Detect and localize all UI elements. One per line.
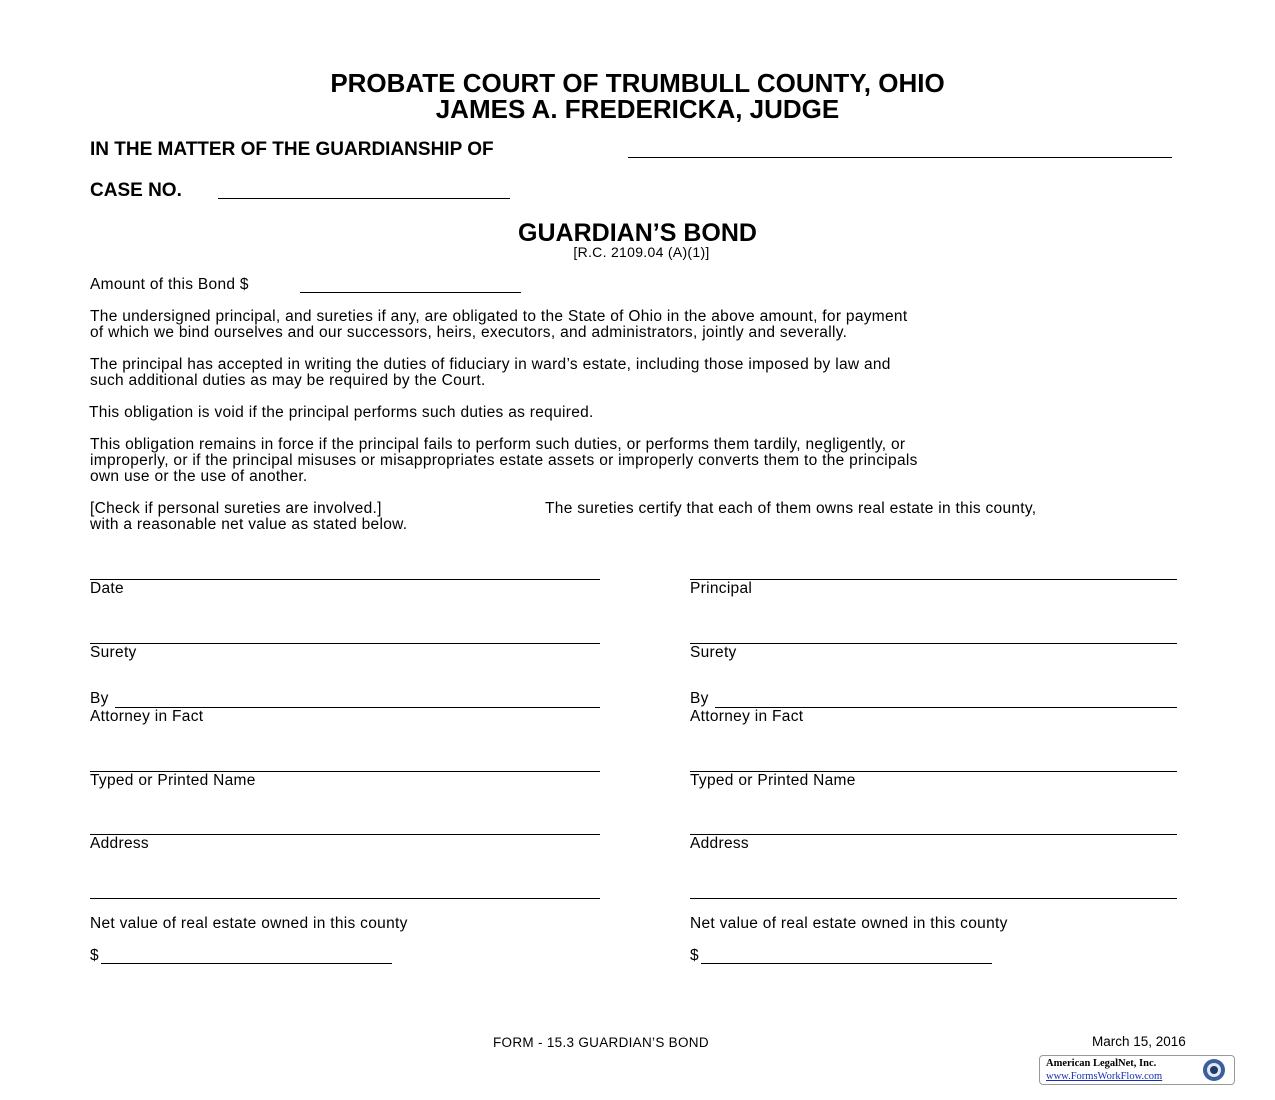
paragraph: The sureties certify that each of them owns real estate in this county,	[545, 500, 1037, 517]
case-number-line[interactable]	[218, 198, 510, 199]
address-line-2[interactable]	[90, 898, 600, 899]
principal-label: Principal	[690, 580, 753, 597]
typed-name-label: Typed or Printed Name	[690, 772, 856, 789]
address-line-2[interactable]	[690, 898, 1177, 899]
paragraph: This obligation remains in force if the principal fails to perform such duties, or performs them tardily, negligently, or	[90, 436, 906, 453]
surety-label: Surety	[90, 644, 137, 661]
logo-url[interactable]: www.FormsWorkFlow.com	[1046, 1071, 1163, 1082]
paragraph: with a reasonable net value as stated below.	[90, 516, 408, 533]
address-label: Address	[90, 835, 149, 852]
by-label: By	[90, 690, 109, 707]
attorney-label: Attorney in Fact	[690, 708, 804, 725]
form-date: March 15, 2016	[1092, 1034, 1186, 1049]
typed-name-label: Typed or Printed Name	[90, 772, 256, 789]
amount-label: Amount of this Bond $	[90, 276, 249, 293]
address-line[interactable]	[90, 834, 600, 835]
logo-name: American LegalNet, Inc.	[1046, 1058, 1157, 1069]
principal-line[interactable]	[690, 579, 1177, 580]
net-value-line[interactable]	[101, 963, 392, 964]
paragraph: The undersigned principal, and sureties if any, are obligated to the State of Ohio in the above amount, for payment	[90, 308, 908, 325]
paragraph: The principal has accepted in writing the duties of fiduciary in ward’s estate, including those imposed by law and	[90, 356, 891, 373]
surety-line[interactable]	[90, 643, 600, 644]
statute-reference: [R.C. 2109.04 (A)(1)]	[573, 244, 710, 260]
date-label: Date	[90, 580, 124, 597]
form-title: GUARDIAN’S BOND	[518, 219, 757, 247]
paragraph: improperly, or if the principal misuses or misappropriates estate assets or improperly converts them to the principals	[90, 452, 918, 469]
address-line[interactable]	[690, 834, 1177, 835]
paragraph: such additional duties as may be required by the Court.	[90, 372, 486, 389]
net-value-line[interactable]	[701, 963, 992, 964]
paragraph: of which we bind ourselves and our successors, heirs, executors, and administrators, jointly and severally.	[90, 324, 848, 341]
judge-name: JAMES A. FREDERICKA, JUDGE	[435, 94, 840, 124]
address-label: Address	[690, 835, 749, 852]
paragraph: This obligation is void if the principal performs such duties as required.	[89, 404, 594, 421]
by-label: By	[690, 690, 709, 707]
case-label: CASE NO.	[90, 180, 182, 201]
globe-icon	[1200, 1057, 1228, 1083]
date-line[interactable]	[90, 579, 600, 580]
surety-line[interactable]	[690, 643, 1177, 644]
net-value-label: Net value of real estate owned in this county	[90, 915, 408, 932]
guardianship-name-line[interactable]	[628, 157, 1172, 158]
amount-line[interactable]	[300, 292, 521, 293]
attorney-label: Attorney in Fact	[90, 708, 204, 725]
paragraph: own use or the use of another.	[90, 468, 308, 485]
dollar-sign: $	[90, 947, 99, 964]
matter-label: IN THE MATTER OF THE GUARDIANSHIP OF	[90, 139, 494, 160]
dollar-sign: $	[690, 947, 699, 964]
net-value-label: Net value of real estate owned in this county	[690, 915, 1008, 932]
court-title: PROBATE COURT OF TRUMBULL COUNTY, OHIO	[330, 68, 945, 98]
american-legalnet-logo[interactable]	[1039, 1055, 1235, 1085]
surety-check-label[interactable]: [Check if personal sureties are involved.]	[90, 500, 382, 517]
form-number: FORM - 15.3 GUARDIAN’S BOND	[493, 1035, 709, 1050]
surety-label: Surety	[690, 644, 737, 661]
